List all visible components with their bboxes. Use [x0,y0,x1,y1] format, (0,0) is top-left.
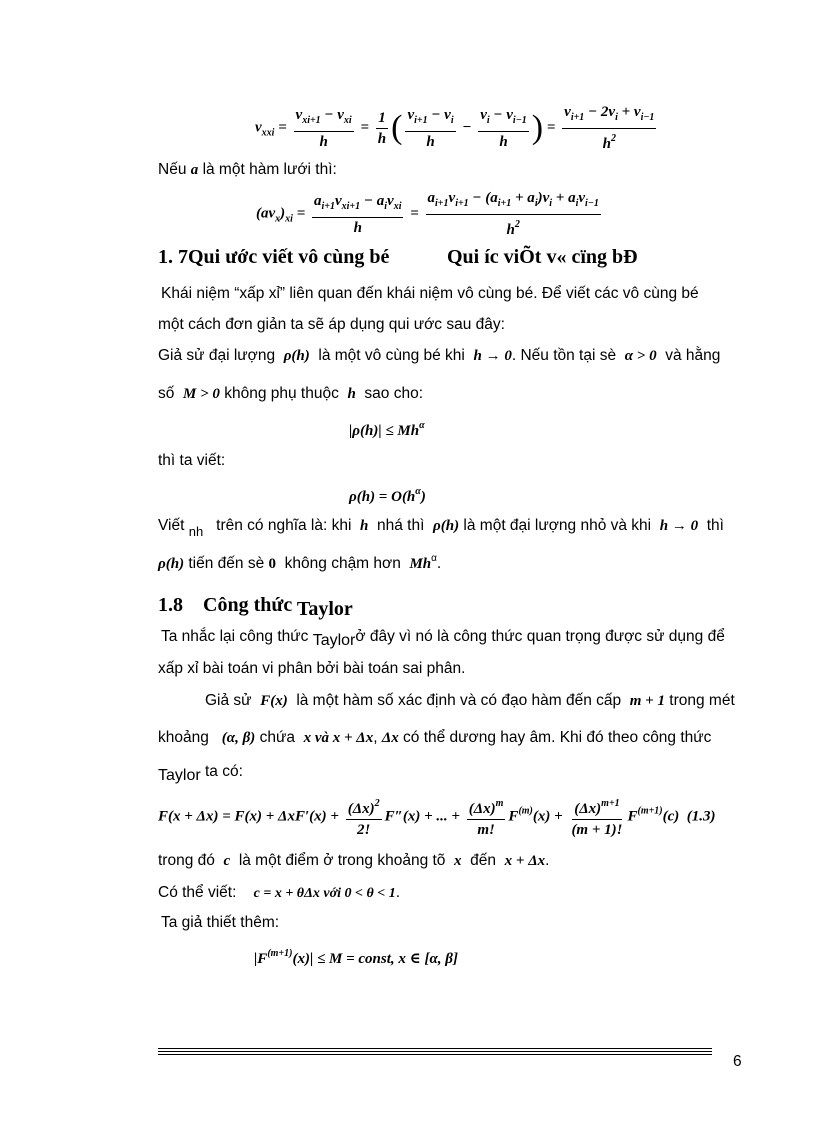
paragraph-line: Giả sử F(x) là một hàm số xác định và có đạo hàm đến cấp m + 1 trong mét [205,692,735,709]
footer-rule [158,1051,712,1052]
paragraph-line: Ta nhắc lại công thức Taylorở đây vì nó là công thức quan trọng được sử dụng để [161,628,725,649]
inequality-rho: $|\rho(h)| \le Mh^\alpha$ [349,420,425,439]
paragraph-line: Viết $_{nh}$ trên có nghĩa là: khi h nhá thì ρ(h) là một đại lượng nhỏ và khi h → 0 thì [158,517,724,539]
footer-rule [158,1048,712,1049]
section-heading-1-8: 1.8 Công thức Taylor [158,594,353,620]
inequality-derivative-bound: $|F^{(m+1)}(x)| \le M$ = const, x ∈ [α, β] [254,948,458,967]
paragraph-line: xấp xỉ bài toán vi phân bởi bài toán sai phân. [158,660,466,677]
paragraph-line: Ta giả thiết thêm: [161,914,280,931]
paragraph-line: thì ta viết: [158,452,226,469]
paragraph-line: Khái niệm “xấp xỉ” liên quan đến khái niệm vô cùng bé. Để viết các vô cùng bé [161,285,699,302]
footer-rule [158,1054,712,1055]
section-heading-1-7-garbled: Qui íc viÕt v« cïng bÐ [447,246,638,268]
paragraph-line: trong đó c là một điểm ở trong khoảng tõ x đến x + Δx. [158,852,550,869]
section-heading-1-7: 1. 7Qui ước viết vô cùng bé [158,246,390,268]
equation-av-difference: $(av_x)_{xi}$ = $\frac{a_{i+1}v_{xi+1} - a_iv_{xi}}{h}$ = $\frac{a_{i+1}v_{i+1} - (a_{i+1} + a_i)v_i + a_iv_{i-1}}{h^2}$ [256,190,599,238]
paragraph-line: ρ(h) tiến đến sè 0 không chậm hơn $Mh^\alpha$. [158,553,442,572]
equation-big-o: $\rho(h) = O(h^\alpha)$ [349,486,426,505]
paragraph-line: Taylor ta có: [158,763,243,784]
equation-second-difference: $v_{xxi}$ = $\frac{v_{xi+1} - v_{xi}}{h}$ = $\frac{1}{h}$ ( $\frac{v_{i+1} - v_i}{h}$ − $\frac{v_i - v_{i-1}}{h}$ ) = $\frac{v_{i+1} - 2v_i + v_{i-1}}{h^2}$ [255,104,655,152]
paragraph-line: Có thể viết: c = x + θΔx với 0 < θ < 1. [158,884,401,901]
paragraph-line: số M > 0 không phụ thuộc h sao cho: [158,385,424,402]
page-number: 6 [733,1053,742,1070]
paragraph-line: một cách đơn giản ta sẽ áp dụng qui ước sau đây: [158,316,505,333]
paragraph-line: khoảng (α, β) chứa x và x + Δx, Δx có thể dương hay âm. Khi đó theo công thức [158,729,712,746]
taylor-formula: F(x + Δx) = F(x) + ΔxF′(x) + $\frac{(\Delta x)^2}{2!}$ F″(x) + ... + $\frac{(\Delta x)^m}{m!}$ $F^{(m)}(x)$ + $\frac{(\Delta x)^{m+1}}{(m + 1)!}$ $F^{(m+1)}(c)$ (1.3) [158,798,716,838]
paragraph-line: Giả sử đại lượng ρ(h) là một vô cùng bé khi h → 0. Nếu tồn tại sè α > 0 và hằng [158,347,721,364]
line-neu: Nếu a là một hàm lưới thì: [158,161,337,178]
